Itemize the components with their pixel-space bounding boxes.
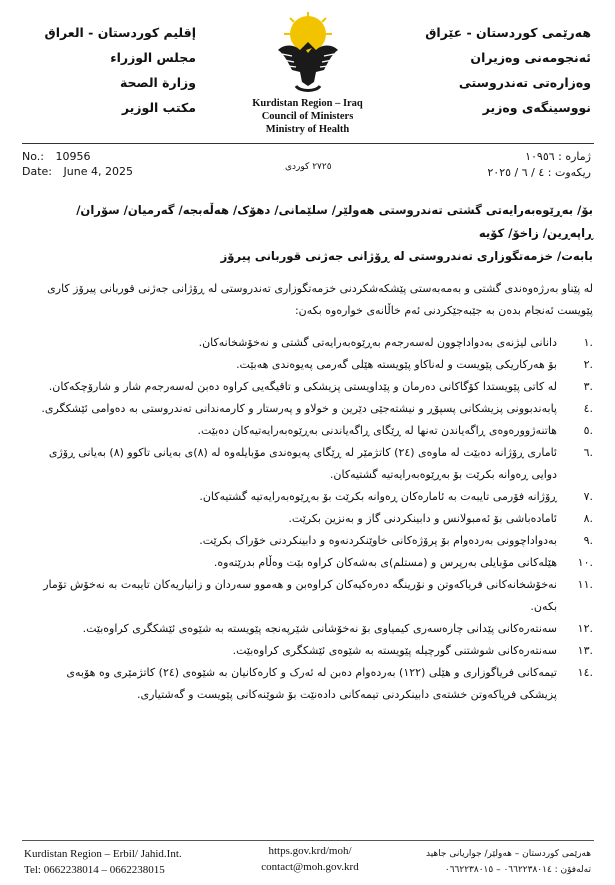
- list-item: [26, 354, 593, 376]
- header-divider: [22, 143, 594, 144]
- reference-date-label: Date:: [22, 165, 52, 178]
- item-text: نەخۆشخانەکانی فریاکەوتن و نۆرینگە دەرەکیەکان کراوەبن و هەموو سەردان و زانیاریەکان تایبەت بە نەخۆش تۆمار بکەن.: [43, 578, 557, 613]
- list-item: [26, 442, 593, 486]
- item-text: سەنتەرەکانی شوشتنی گورچیلە پێویستە بە شێوەی ئێشکگری کراوەبێت.: [232, 644, 557, 657]
- header-kurdish-line: نووسینگەی وەزیر: [482, 100, 591, 115]
- subject-line: بابەت/ خزمەتگوزاری تەندروستی لە ڕۆژانی جەژنی قوربانی پیرۆز: [220, 249, 593, 263]
- list-item: [26, 398, 593, 420]
- kurdistan-eagle-emblem-icon: [270, 10, 346, 96]
- list-item: [26, 376, 593, 398]
- header-english-block: [225, 97, 390, 136]
- header-arabic-line: وزارة الصحة: [119, 75, 196, 90]
- item-number: .٩: [583, 534, 593, 547]
- header-kurdish-block: [411, 20, 591, 120]
- header-kurdish-line: وەزارەتی تەندروستی: [458, 75, 591, 90]
- item-text: لە کاتی پێویستدا کۆگاکانی دەرمان و پێداویستی پزیشکی و تاقیگەیی کراوە دەبن لەسەرجەم شار و شارۆچکەکان.: [48, 380, 557, 393]
- intro-paragraph: لە پێناو بەرژەوەندی گشتی و بەمەبەستی پێشکەشکردنی خزمەتگوزاری تەندروستی لە ڕۆژانی جەژنی قوربانی پیرۆز کاری پێویست ئەنجام بدەن بە جێبەجێکردنی ئەم خاڵانەی خوارەوە بکەن:: [47, 282, 593, 317]
- item-text: ڕۆژانە فۆرمی تایبەت بە ئامارەکان ڕەوانە بکرێت بۆ بەڕێوەبەرایەتیە گشتیەکان.: [199, 490, 557, 503]
- list-item: [26, 552, 593, 574]
- list-item: [26, 640, 593, 662]
- footer-website-link[interactable]: https.gov.krd/moh/: [268, 845, 352, 857]
- list-item: [26, 574, 593, 618]
- item-text: سەنتەرەکانی پێدانی چارەسەری کیمیاوی بۆ نەخۆشانی شێرپەنجە پێویستە بە شێوەی ئێشکگری کراوەبێت.: [82, 622, 557, 635]
- footer-address-kurdish: [426, 846, 591, 878]
- item-text: دانانی لیژنەی بەدواداچوون لەسەرجەم بەڕێوەبەرایەتی گشتی و نەخۆشخانەکان.: [198, 336, 557, 349]
- reference-number-row: [22, 149, 133, 164]
- header-kurdish-line: ئەنجومەنی وەزیران: [470, 50, 591, 65]
- subject-block: [22, 199, 593, 268]
- list-item: [26, 508, 593, 530]
- reference-english: [22, 149, 133, 179]
- reference-number-label: No.:: [22, 150, 44, 163]
- item-number: .١١: [577, 578, 593, 591]
- header-english-line: Ministry of Health: [265, 124, 350, 135]
- item-text: پابەندبوونی پزیشکانی پسپۆڕ و نیشتەجێی دێرین و خولاو و پەرستار و کارمەندانی تەندروستی بە دەوامی ئێشکگری.: [41, 402, 557, 415]
- item-text: بەدواداچوونی بەردەوام بۆ پرۆژەکانی خاوێنکردنەوە و دابینکردنی خۆراک بکرێت.: [199, 534, 557, 547]
- footer-kurdish-phone-line: تەلەفۆن : ٠٦٦٢٢٣٨٠١٤ – ٠٦٦٢٢٣٨٠١٥: [444, 865, 591, 875]
- footer-kurdish-address-line: هەرێمی کوردستان – هەولێر/ جواریانی جاهید: [425, 849, 591, 859]
- item-number: .١٢: [577, 622, 593, 635]
- item-number: .١٤: [577, 666, 593, 679]
- item-text: ئاماری ڕۆژانە دەبێت لە ماوەی (٢٤) کاتژمێر لە ڕێگای پەیوەندی مۆبایلەوە لە (٨)ی بەیانی تاکوو (٨) بەیانی ڕۆژی دوایی ڕەوانە بکرێت بۆ بەڕێوەبەرایەتیە گشتیەکان.: [48, 446, 557, 481]
- item-text: بۆ هەرکاریکی پێویست و لەناکاو پێویستە هێلی گەرمی پەیوەندی هەبێت.: [236, 358, 557, 371]
- footer-phone-line: Tel: 0662238014 – 0662238015: [24, 864, 165, 876]
- item-text: هاتنەژوورەوەی ڕاگەیاندن تەنها لە ڕێگای ڕاگەیاندنی بەڕێوەبەرایەتیەکان دەبێت.: [197, 424, 557, 437]
- item-number: .١٣: [577, 644, 593, 657]
- footer-address-english: [24, 846, 182, 878]
- header-english-line: Kurdistan Region – Iraq: [252, 98, 363, 109]
- footer-contact: [235, 843, 385, 875]
- item-number: .٥: [583, 424, 593, 437]
- reference-kurdish: [487, 149, 591, 181]
- footer-divider: [22, 840, 594, 841]
- list-item: [26, 530, 593, 552]
- header-english-line: Council of Ministers: [261, 111, 354, 122]
- list-item: [26, 486, 593, 508]
- reference-kurdish-number: ژماره : ١٠٩٥٦: [525, 150, 591, 163]
- item-number: .٧: [583, 490, 593, 503]
- item-number: .٢: [583, 358, 593, 371]
- header-arabic-line: مجلس الوزراء: [110, 50, 196, 65]
- reference-number-value: 10956: [55, 150, 91, 163]
- list-item: [26, 662, 593, 706]
- item-text: هێلەکانی مۆبایلی بەرپرس و (مستلم)ی بەشەکان کراوە بێت وەڵام بدرێتەوە.: [213, 556, 557, 569]
- list-item: [26, 420, 593, 442]
- reference-date-row: [22, 164, 133, 179]
- reference-kurdish-date: ریکەوت : ٤ / ٦ / ٢٠٢٥: [487, 166, 591, 179]
- footer-email-link[interactable]: contact@moh.gov.krd: [261, 861, 359, 873]
- item-number: .١٠: [577, 556, 593, 569]
- item-number: .١: [583, 336, 593, 349]
- item-number: .٦: [583, 446, 593, 459]
- header-arabic-block: [26, 20, 196, 120]
- header-kurdish-line: هەرێمی کوردستان - عێراق: [425, 25, 591, 40]
- item-text: تیمەکانی فریاگوزاری و هێلی (١٢٢) بەردەوام دەبن لە ئەرک و کارەکانیان بە شێوەی (٢٤) کاتژمێری وە هۆبەی پزیشکی فریاکەوتن خشتەی دابینکردنی تیمەکانی دادەنێت بۆ شوێنەکانی پێویست و گەشتیاری.: [66, 666, 557, 701]
- footer-address-line: Kurdistan Region – Erbil/ Jahid.Int.: [24, 848, 182, 860]
- item-text: ئامادەباشی بۆ ئەمبولانس و دابینکردنی گاز و بەنزین بکرێت.: [288, 512, 557, 525]
- kurdish-year: ٢٧٢٥ كوردی: [285, 162, 332, 172]
- instruction-list: [26, 332, 593, 706]
- item-number: .٣: [583, 380, 593, 393]
- header-arabic-line: إقليم كوردستان - العراق: [44, 25, 196, 40]
- list-item: [26, 618, 593, 640]
- reference-date-value: June 4, 2025: [63, 165, 133, 178]
- list-item: [26, 332, 593, 354]
- header-arabic-line: مكتب الوزير: [121, 100, 196, 115]
- item-number: .٤: [583, 402, 593, 415]
- item-number: .٨: [583, 512, 593, 525]
- recipients-line: بۆ/ بەڕێوەبەرایەتی گشتی تەندروستی هەولێر/ سلێمانی/ دهۆک/ هەڵەبجە/ گەرمیان/ سۆران/ ڕاپەڕین/ زاخۆ/ کۆیە: [76, 203, 593, 240]
